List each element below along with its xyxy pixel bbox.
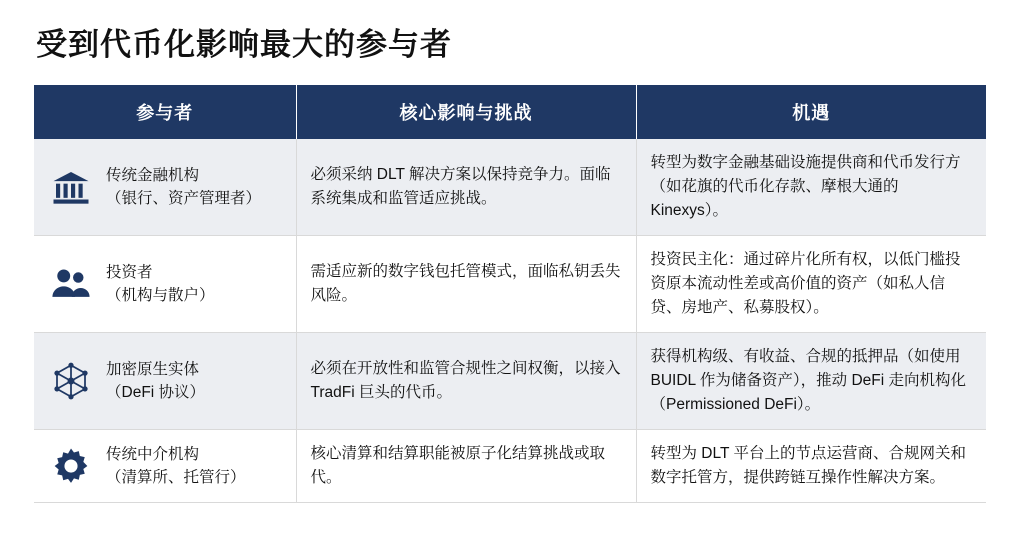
impact-cell: 需适应新的数字钱包托管模式，面临私钥丢失风险。	[296, 236, 636, 333]
table-row	[34, 333, 986, 430]
actor-name: 传统金融机构	[106, 166, 200, 184]
gear-icon	[48, 443, 94, 489]
actor-name: 加密原生实体	[106, 361, 200, 379]
page-title: 受到代币化影响最大的参与者	[36, 27, 452, 62]
users-icon	[48, 261, 94, 307]
opportunity-cell: 转型为数字金融基础设施提供商和代币发行方（如花旗的代币化存款、摩根大通的 Kinexys）。	[636, 139, 986, 236]
actor-name: 传统中介机构	[106, 446, 200, 464]
bank-icon	[48, 164, 94, 210]
table-row	[34, 430, 986, 503]
impact-cell: 必须在开放性和监管合规性之间权衡，以接入 TradFi 巨头的代币。	[296, 333, 636, 430]
table-row	[34, 139, 986, 236]
column-header-opportunity: 机遇	[636, 85, 986, 139]
impact-cell: 核心清算和结算职能被原子化结算挑战或取代。	[296, 430, 636, 503]
actor-name: 投资者	[106, 264, 153, 281]
actor-cell	[34, 430, 296, 503]
column-header-actor: 参与者	[34, 85, 296, 139]
opportunity-cell: 投资民主化：通过碎片化所有权，以低门槛投资原本流动性差或高价值的资产（如私人信贷、房地产、私募股权）。	[636, 236, 986, 333]
actor-label	[106, 358, 205, 405]
table-body	[34, 139, 986, 503]
actor-subtitle: （清算所、托管行）	[106, 469, 246, 487]
actor-cell	[34, 333, 296, 430]
column-header-impact: 核心影响与挑战	[296, 85, 636, 139]
table-row	[34, 236, 986, 333]
actor-cell	[34, 139, 296, 236]
table-header	[34, 85, 986, 139]
stakeholder-table	[34, 85, 986, 503]
table-header-row	[34, 85, 986, 139]
actor-label	[106, 164, 261, 211]
actor-label	[106, 443, 246, 490]
impact-cell: 必须采纳 DLT 解决方案以保持竞争力。面临系统集成和监管适应挑战。	[296, 139, 636, 236]
actor-subtitle: （DeFi 协议）	[106, 384, 206, 402]
opportunity-cell: 转型为 DLT 平台上的节点运营商、合规网关和数字托管方，提供跨链互操作性解决方案。	[636, 430, 986, 503]
network-nodes-icon	[48, 358, 94, 404]
actor-subtitle: （银行、资产管理者）	[106, 190, 262, 208]
opportunity-cell: 获得机构级、有收益、合规的抵押品（如使用 BUIDL 作为储备资产），推动 DeFi 走向机构化（Permissioned DeFi）。	[636, 333, 986, 430]
actor-subtitle: （机构与散户）	[106, 287, 215, 305]
actor-cell	[34, 236, 296, 333]
actor-label	[106, 261, 215, 308]
